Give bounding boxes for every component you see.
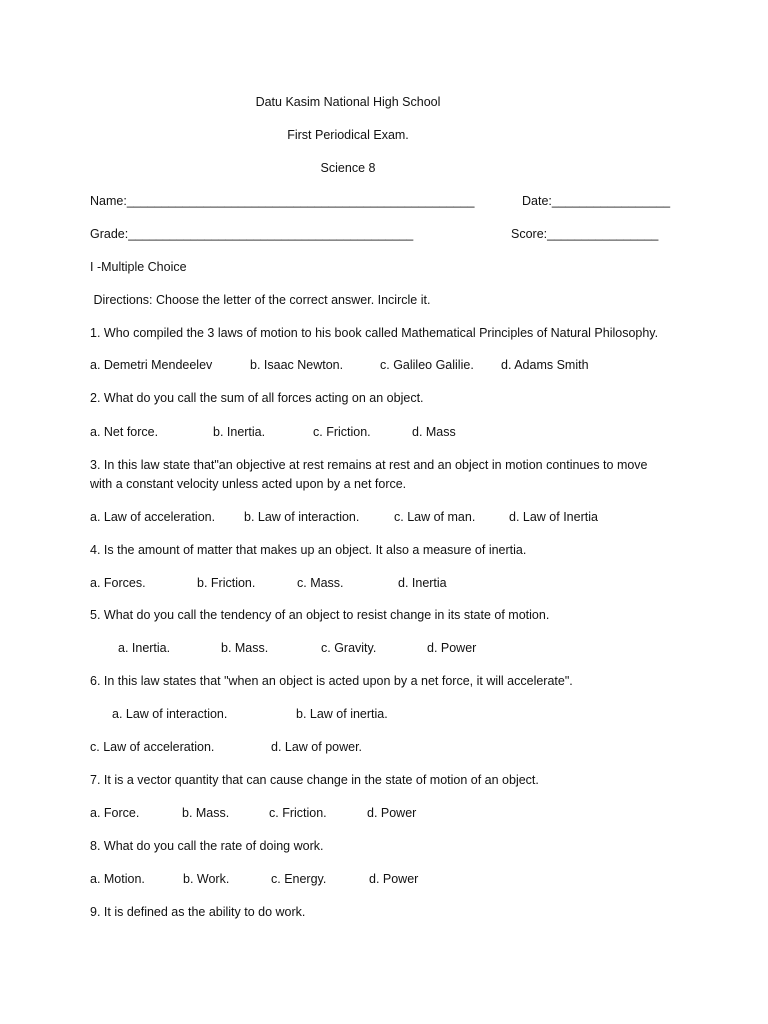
q1-option-c: c. Galileo Galilie. (380, 358, 474, 372)
exam-title: First Periodical Exam. (287, 128, 409, 142)
q8-option-c: c. Energy. (271, 872, 327, 886)
q8-option-b: b. Work. (183, 872, 230, 886)
school-name: Datu Kasim National High School (255, 95, 441, 109)
q8-option-a: a. Motion. (90, 872, 145, 886)
directions: Directions: Choose the letter of the correct answer. Incircle it. (90, 293, 431, 307)
q3-option-a: a. Law of acceleration. (90, 510, 216, 524)
q7-option-a: a. Force. (90, 806, 140, 820)
q6-option-d: d. Law of power. (271, 740, 363, 754)
q2-option-a: a. Net force. (90, 425, 159, 439)
question-4: 4. Is the amount of matter that makes up an object. It also a measure of inertia. (90, 543, 527, 557)
grade-field: Grade:_________________________________________ (90, 227, 414, 241)
q4-option-d: d. Inertia (398, 576, 447, 590)
q5-option-d: d. Power (427, 641, 477, 655)
q4-option-c: c. Mass. (297, 576, 344, 590)
q1-option-d: d. Adams Smith (501, 358, 589, 372)
q6-option-c: c. Law of acceleration. (90, 740, 215, 754)
question-9: 9. It is defined as the ability to do work. (90, 905, 306, 919)
q2-option-d: d. Mass (412, 425, 456, 439)
question-6: 6. In this law states that "when an object is acted upon by a net force, it will accelerate". (90, 674, 573, 688)
q7-option-d: d. Power (367, 806, 417, 820)
question-1: 1. Who compiled the 3 laws of motion to his book called Mathematical Principles of Natural Philosophy. (90, 326, 659, 340)
q5-option-c: c. Gravity. (321, 641, 377, 655)
question-5: 5. What do you call the tendency of an object to resist change in its state of motion. (90, 608, 550, 622)
q1-option-a: a. Demetri Mendeelev (90, 358, 213, 372)
score-field: Score:________________ (511, 227, 659, 241)
q1-option-b: b. Isaac Newton. (250, 358, 344, 372)
q2-option-b: b. Inertia. (213, 425, 266, 439)
q2-option-c: c. Friction. (313, 425, 371, 439)
question-3-continued: with a constant velocity unless acted upon by a net force. (90, 477, 407, 491)
date-field: Date:_________________ (522, 194, 671, 208)
q5-option-b: b. Mass. (221, 641, 269, 655)
q8-option-d: d. Power (369, 872, 419, 886)
q7-option-b: b. Mass. (182, 806, 230, 820)
q6-option-a: a. Law of interaction. (112, 707, 228, 721)
q4-option-b: b. Friction. (197, 576, 256, 590)
question-8: 8. What do you call the rate of doing work. (90, 839, 324, 853)
q3-option-c: c. Law of man. (394, 510, 476, 524)
q7-option-c: c. Friction. (269, 806, 327, 820)
question-3: 3. In this law state that"an objective at rest remains at rest and an object in motion continues to move (90, 458, 648, 472)
section-title: I -Multiple Choice (90, 260, 187, 274)
question-7: 7. It is a vector quantity that can cause change in the state of motion of an object. (90, 773, 539, 787)
question-2: 2. What do you call the sum of all forces acting on an object. (90, 391, 424, 405)
q3-option-b: b. Law of interaction. (244, 510, 360, 524)
q6-option-b: b. Law of inertia. (296, 707, 388, 721)
name-field: Name:__________________________________________________ (90, 194, 475, 208)
q5-option-a: a. Inertia. (118, 641, 171, 655)
q3-option-d: d. Law of Inertia (509, 510, 598, 524)
subject-title: Science 8 (320, 161, 376, 175)
q4-option-a: a. Forces. (90, 576, 146, 590)
